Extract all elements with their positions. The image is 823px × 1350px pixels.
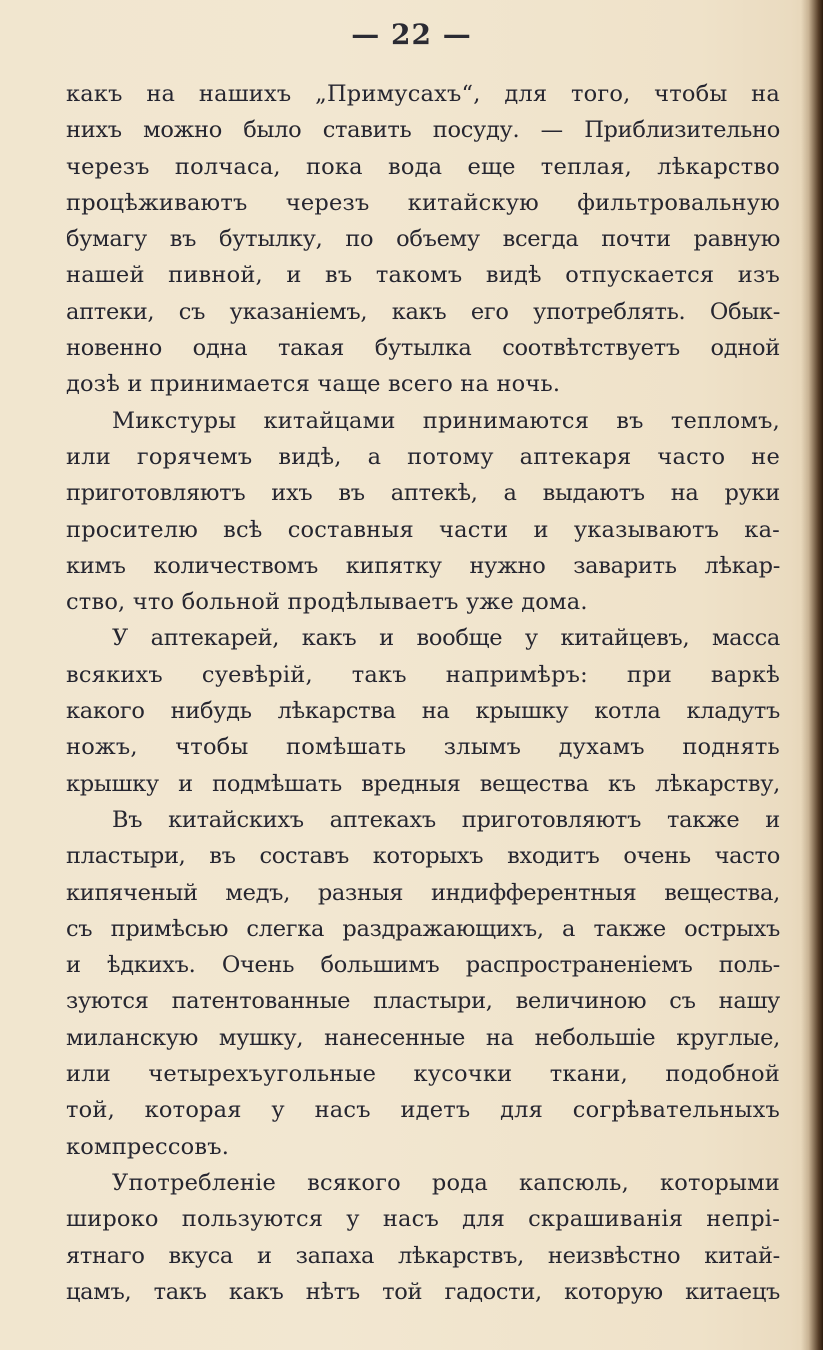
- page-number: — 22 —: [351, 18, 472, 51]
- text-line: приготовляютъ ихъ въ аптекѣ, а выдаютъ на руки: [66, 480, 780, 507]
- text-line: Употребленiе всякого рода капсюль, которыми: [112, 1169, 780, 1196]
- page-binding-edge: [801, 0, 823, 1350]
- text-line: пластыри, въ составъ которыхъ входитъ очень часто: [66, 843, 780, 870]
- text-line: ство, что больной продѣлываетъ уже дома.: [66, 589, 588, 616]
- text-line: какъ на нашихъ „Примусахъ“, для того, чтобы на: [66, 81, 780, 107]
- text-line: цамъ, такъ какъ нѣтъ той гадости, которую китаецъ: [66, 1278, 780, 1305]
- text-line: нихъ можно было ставить посуду. — Приблизительно: [66, 117, 780, 144]
- text-line: широко пользуются у насъ для скрашиванiя непрi-: [66, 1206, 780, 1233]
- text-line: новенно одна такая бутылка соотвѣтствуетъ одной: [66, 335, 780, 362]
- text-line: черезъ полчаса, пока вода еще теплая, лѣкарство: [66, 153, 780, 180]
- text-line: кипяченый медъ, разныя индифферентныя вещества,: [66, 879, 780, 906]
- text-line: всякихъ суевѣрiй, такъ напримѣръ: при варкѣ: [66, 661, 780, 688]
- text-line: ножъ, чтобы помѣшать злымъ духамъ поднять: [66, 734, 780, 761]
- text-line: ятнаго вкуса и запаха лѣкарствъ, неизвѣстно китай-: [66, 1242, 780, 1269]
- text-line: какого нибудь лѣкарства на крышку котла кладутъ: [66, 698, 780, 725]
- text-line: миланскую мушку, нанесенные на небольшiе круглые,: [66, 1024, 780, 1051]
- text-line: Въ китайскихъ аптекахъ приготовляютъ также и: [112, 806, 780, 833]
- text-line: кимъ количествомъ кипятку нужно заварить лѣкар-: [66, 552, 780, 579]
- text-line: дозѣ и принимается чаще всего на ночь.: [66, 371, 561, 398]
- text-line: Микстуры китайцами принимаются въ тепломъ,: [112, 407, 780, 434]
- text-line: аптеки, съ указанiемъ, какъ его употреблять. Обык-: [66, 298, 780, 325]
- body-text: [66, 76, 780, 1310]
- text-line: компрессовъ.: [66, 1133, 230, 1160]
- text-line: просителю всѣ составныя части и указываютъ ка-: [66, 516, 780, 543]
- text-line: бумагу въ бутылку, по объему всегда почти равную: [66, 226, 780, 253]
- text-line: съ примѣсью слегка раздражающихъ, а также острыхъ: [66, 915, 780, 942]
- text-line: крышку и подмѣшать вредныя вещества къ лѣкарству,: [66, 770, 780, 797]
- text-line: или четырехъугольные кусочки ткани, подобной: [66, 1061, 780, 1088]
- text-line: нашей пивной, и въ такомъ видѣ отпускается изъ: [66, 262, 780, 289]
- text-line: зуются патентованные пластыри, величиною съ нашу: [66, 988, 780, 1015]
- text-line: или горячемъ видѣ, а потому аптекаря часто не: [66, 443, 780, 470]
- text-line: той, которая у насъ идетъ для согрѣвательныхъ: [66, 1097, 780, 1124]
- text-line: процѣживаютъ черезъ китайскую фильтровальную: [66, 189, 780, 216]
- text-line: У аптекарей, какъ и вообще у китайцевъ, масса: [112, 625, 780, 652]
- text-line: и ѣдкихъ. Очень большимъ распространенiемъ поль-: [66, 952, 780, 979]
